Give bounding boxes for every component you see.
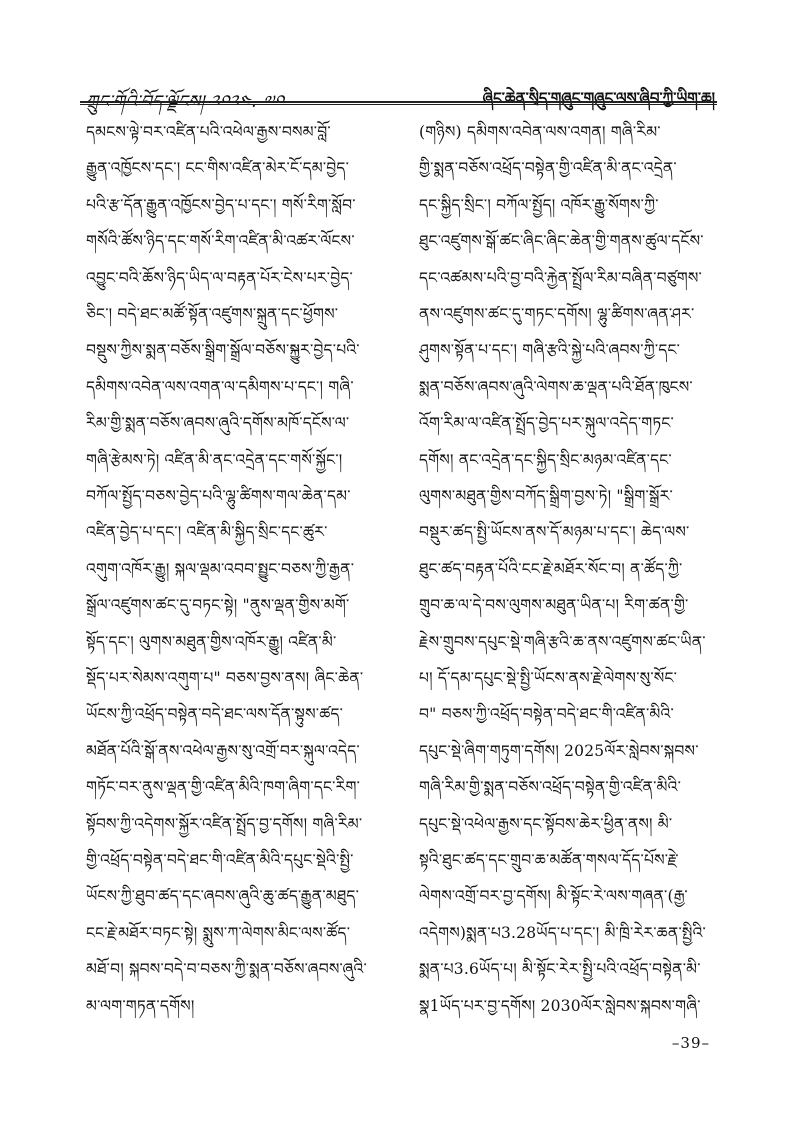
header-rule-thin (80, 104, 717, 105)
text-line: སྟོབས་ཀྱི་འདེགས་སྐྱོར་འཛིན་སྤྲོད་བྱ་དགོས། གཞི་རིམ་ (86, 814, 363, 833)
text-line: འཛིན་བྱེད་པ་དང་། འཛིན་མི་སྐྱིད་སྲིང་དང་ཚུར་ (86, 523, 328, 542)
text-line: ངང་རྗེ་མཐོར་བཏང་སྟེ། སྨུས་ཀ་ལེགས་མིང་ལས་ཚོད་ (86, 923, 351, 942)
left-text-column (86, 114, 384, 1014)
text-line: (གཉིས) དམིགས་འབེན་ལས་འགན། གཞི་རིམ་ (419, 123, 661, 141)
text-line: མཐོན་པོའི་སྒོ་ནས་འཕེལ་རྒྱས་སུ་འགྲོ་བར་སྐུལ་འདེད་ (86, 741, 360, 760)
section-title: ཞིང་ཆེན་སྲིད་གཞུང་གཞུང་ལས་ཞིབ་ཀྱི་ཡིག་ཆ། (482, 89, 715, 107)
text-line: པའི་རྩ་དོན་རྒྱུན་འཁྱོངས་བྱེད་པ་དང་། གསོ་རིག་སློབ་ (86, 195, 356, 214)
header-rule-thick (80, 101, 717, 103)
text-line: སྨན་བཅོས་ཞབས་ཞུའི་ལེགས་ཆ་ལྡན་པའི་ཐོན་ཁུངས་ (419, 377, 693, 396)
text-line: སྣ1ཡོད་པར་བྱ་དགོས། 2030ལོར་སླེབས་སྐབས་གཞི་ (419, 996, 701, 1015)
text-line: གཏོང་བར་ནུས་ལྡན་གྱི་འཛིན་མིའི་ཁག་ཞིག་དང་རིག་ (86, 778, 361, 797)
journal-title: ཀྲུང་གོའི་བོད་ལྗོངས། ༢༠༢༤. ༧༠ (86, 92, 285, 112)
text-line: ལུགས་མཐུན་གྱིས་བཀོད་སྒྲིག་བྱས་ཏེ། "སྒྲིག་སྒྲོར་ (419, 487, 673, 505)
text-line: འོག་རིམ་ལ་འཛིན་སྤྲོད་བྱེད་པར་སྐུལ་འདེད་གཏང་ (419, 414, 674, 433)
text-line: འགུག་འཁོར་རྒྱུ། སྐལ་ལྡམ་འབབ་སྤྱུང་བཅས་ཀྱི་རྒྱན་ (86, 559, 355, 578)
text-line: སྨན་པ3.6ཡོད་པ། མི་སྟོང་རེར་སྤྱི་པའི་འཕྲོད་བསྟེན་མི་ (419, 960, 701, 979)
text-line: རྒྱུན་འཁྱོངས་དང་། ངང་གིས་འཛིན་མེར་ངོ་དམ་བྱེད་ (86, 159, 350, 178)
text-line: གསོའི་ཚོས་ཉིད་དང་གསོ་རིག་འཛིན་མི་འཚར་ལོངས་ (86, 232, 355, 251)
text-line: ཐུང་འཛུགས་སྒོ་ཚང་ཞིང་ཞིང་ཆེན་གྱི་གནས་ཚུལ་དངོས་ (419, 232, 704, 251)
text-line: དང་འཚམས་པའི་བྱ་བའི་རྐྱེན་སྤྲོལ་རིམ་བཞིན་བཙུགས་ (419, 268, 702, 287)
text-line: མཐོ་བ། སྐབས་བདེ་བ་བཅས་ཀྱི་སྨན་བཅོས་ཞབས་ཞུའི་ (86, 960, 367, 979)
text-line: འདེགས)སྨན་པ3.28ཡོད་པ་དང་། མི་ཁྲི་རེར་ཆན་སྤྱིའི་ (419, 923, 706, 942)
text-line: གྲུབ་ཆ་ལ་དེ་བས་ལུགས་མཐུན་ཡིན་པ། རིག་ཚན་གྱི་ (419, 596, 689, 615)
text-line: ཤུགས་སྟོན་པ་དང་། གཞི་རྩའི་སྐྱེ་པའི་ཞབས་ཀྱི་དང་ (419, 341, 681, 360)
text-line: དགོས། ནང་འདྲེན་དང་སྐྱིད་སྲིང་མཉམ་འཛིན་དང་ (419, 450, 672, 469)
text-line: ཡོངས་ཀྱི་འཕྲོད་བསྟེན་བདེ་ཐང་ལས་དོན་སྟུས་ཚད་ (86, 705, 344, 724)
text-line: དཔུང་སྡེ་འཕེལ་རྒྱས་དང་སྟོབས་ཆེར་ཕྱིན་ནས། མི་ (419, 814, 673, 833)
right-text-column (419, 114, 717, 1014)
text-line: སྟའི་ཐུང་ཚད་དང་གྲུབ་ཆ་མཚོན་གསལ་དོད་པོས་རྗེ་ (419, 851, 679, 869)
text-line: སྒྲོལ་འཛུགས་ཚང་དུ་བཏང་སྟེ། "ནུས་ལྡན་གྱིས་མགོ་ (86, 596, 350, 615)
text-line: ཡོངས་ཀྱི་ཐུབ་ཚད་དང་ཞབས་ཞུའི་ཆུ་ཚད་རྒྱུན་མཐུད་ (86, 887, 360, 906)
text-line: དང་སྐྱིད་སྲིང་། བཀོལ་སྤྱོད། འཁོར་རྒྱུ་སོགས་ཀྱི་ (419, 195, 659, 214)
text-line: གཞི་རྩེམས་ཏེ། འཛིན་མི་ནང་འདྲེན་དང་གསོ་སྐྱོང་། (86, 450, 343, 469)
page-number: –39– (671, 1034, 710, 1052)
text-line: མ་ལག་གཏན་དགོས། (86, 996, 195, 1015)
text-line: བསྡུས་ཀྱིས་སྨན་བཅོས་སྒྲིག་སྒྲོལ་བཅོས་སྐྱུར་བྱེད་པའི་ (86, 341, 360, 360)
text-line: རྗེས་གྲུབས་དཔུང་སྡེ་གཞི་རྩའི་ཆ་ནས་འཛུགས་ཚང་ཡིན་ (419, 632, 706, 651)
text-line: གཞི་རིམ་གྱི་སྨན་བཅོས་འཕྲོད་བསྟེན་གྱི་འཛིན་མིའི་ (419, 778, 682, 797)
text-line: སྟོད་དང་། ལུགས་མཐུན་གྱིས་འཁོར་རྒྱུ། འཛིན་མི་ (86, 632, 337, 651)
text-line: སྡོད་པར་སེམས་འགུག་པ" བཅས་བྱས་ནས། ཞིང་ཆེན་ (86, 669, 364, 687)
text-line: དཔུང་སྡེ་ཞིག་གཏུག་དགོས། 2025ལོར་སླེབས་སྐབས་ (419, 741, 699, 760)
text-line: ནས་འཛུགས་ཚང་དུ་གཏང་དགོས། ལྷུ་ཚིགས་ཞན་ཤར་ (419, 305, 695, 323)
text-line: དམངས་ལྟེ་བར་འཛིན་པའི་འཕེལ་རྒྱས་བསམ་བློ་ (86, 123, 331, 141)
text-line: བ" བཅས་ཀྱི་འཕྲོད་བསྟེན་བདེ་ཐང་གི་འཛིན་མིའི་ (419, 705, 674, 724)
text-line: བསྡུར་ཚད་སྤྱི་ཡོངས་ནས་དོ་མཉམ་པ་དང་། ཆེད་ལས་ (419, 523, 690, 542)
page-header (0, 0, 794, 112)
text-line: འབྱུང་བའི་ཆོས་ཉིད་ཡིད་ལ་བརྟན་པོར་ངེས་པར་བྱེད་ (86, 268, 353, 287)
text-line: པ། དོ་དམ་དཔུང་སྡེ་སྤྱི་ཡོངས་ནས་རྗེ་ལེགས་སུ་སོང་ (419, 669, 678, 687)
text-line: གྱི་འཕྲོད་བསྟེན་བདེ་ཐང་གི་འཛིན་མིའི་དཔུང་སྡེའི་སྤྱི་ (86, 851, 354, 869)
text-line: བཀོལ་སྤྱོད་བཅས་བྱེད་པའི་ལྷུ་ཚིགས་གལ་ཆེན་དམ་ (86, 487, 351, 505)
text-line: གྱི་སྨན་བཅོས་འཕྲོད་བསྟེན་གྱི་འཛིན་མི་ནང་འདྲེན་ (419, 159, 677, 178)
text-line: ཐུང་ཚད་བརྟན་པོའི་ངང་རྗེ་མཐོར་སོང་བ། ན་ཚོད་ཀྱི་ (419, 559, 683, 578)
text-line: ལེགས་འགྲོ་བར་བྱ་དགོས། མི་སྟོང་རེ་ལས་གཞན་(རྒྱ་ (419, 887, 688, 906)
text-line: དམིགས་འབེན་ལས་འགན་ལ་དམིགས་པ་དང་། གཞི་ (86, 377, 354, 396)
text-line: རིམ་གྱི་སྨན་བཅོས་ཞབས་ཞུའི་དགོས་མཁོ་དངོས་ལ་ (86, 414, 350, 433)
text-line: ཅིང་། བདེ་ཐང་མཚོ་སྟོན་འཛུགས་སྐྲུན་དང་ཕྱོགས་ (86, 305, 339, 323)
